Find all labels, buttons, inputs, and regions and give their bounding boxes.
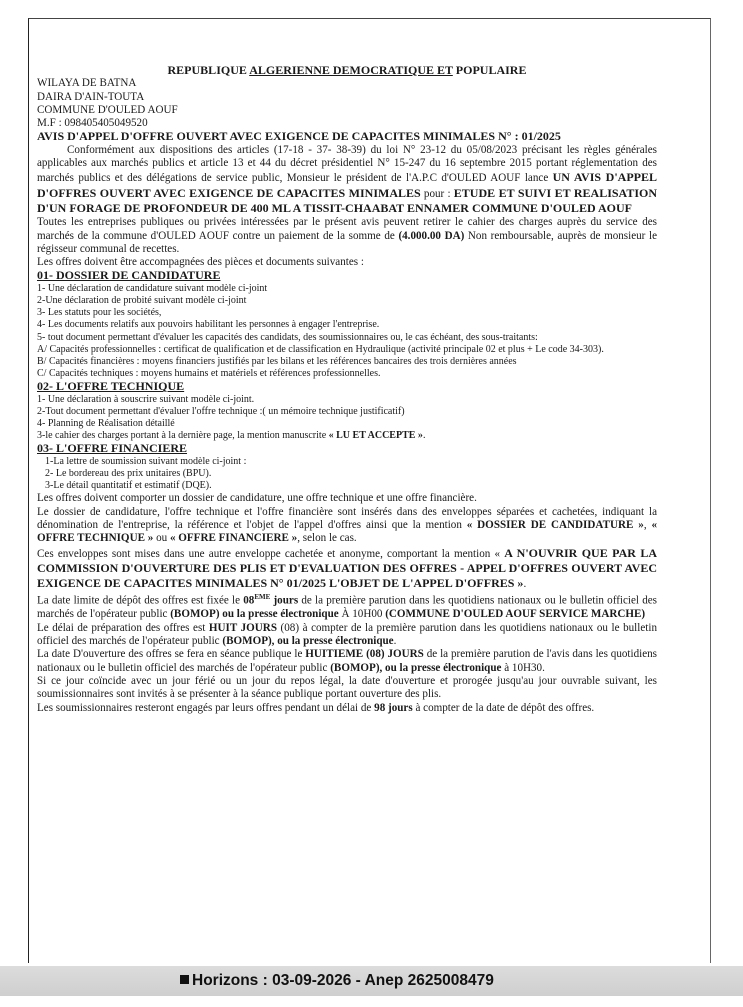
p4-text: La date limite de dépôt des offres est fixée le <box>37 595 244 608</box>
huit-jours: HUIT JOURS <box>208 621 277 634</box>
retrait-text2: Non remboursable, auprès de monsieur le régisseur communal de recettes. <box>37 229 657 255</box>
p6-text: La date D'ouverture des offres se fera en séance publique le <box>37 648 306 661</box>
p6-end: à 10H30. <box>501 661 545 674</box>
body-p7: Si ce jour coïncide avec un jour férié ou un jour du repos légal, la date d'ouverture et prorogée jusqu'au jour ouvrable suivant, les soumissionnaires sont invités à se présenter à la séance publique portant ouverture des plis. <box>37 674 657 701</box>
mention-lu-accepte: « LU ET ACCEPTE » <box>328 430 423 442</box>
list-item: B/ Capacités financières : moyens financiers justifiés par les bilans et les références bancaires des trois dernières années <box>37 355 517 367</box>
footer-text <box>180 972 494 990</box>
p5-end: . <box>393 635 397 648</box>
p3-text: Ces enveloppes sont mises dans une autre enveloppe cachetée et anonyme, comportant la mention « <box>37 547 505 560</box>
deadline-jours: jours <box>270 595 299 608</box>
p2-sep: , <box>643 518 652 531</box>
square-bullet-icon <box>180 975 189 984</box>
list-item-end: . <box>422 430 426 442</box>
intro-text: Conformément aux dispositions des articles (17-18 - 37- 38-39) du loi N° 23-12 du 05/08/2023 précisant les règles générales applicables aux marchés publics et article 13 et 44 du décret présidentiel N° 15-247 du 16 septembre 2015 portant réglementation des marchés publics et des délégations de service public, Monsieur le président de l'A.P.C d'OULED AOUF lance <box>37 143 657 185</box>
list-item: 2-Tout document permettant d'évaluer l'offre technique :( un mémoire technique justificatif) <box>37 405 405 417</box>
republic-pre: REPUBLIQUE <box>167 63 250 77</box>
body-p6 <box>37 648 657 675</box>
body-p1: Les offres doivent comporter un dossier de candidature, une offre technique et une offre financière. <box>37 492 477 505</box>
body-p5 <box>37 622 657 649</box>
p8-end: à compter de la date de dépôt des offres. <box>412 701 595 714</box>
p5-text: Le délai de préparation des offres est <box>37 621 209 634</box>
commune-line: COMMUNE D'OULED AOUF <box>37 103 178 116</box>
body-p4 <box>37 591 657 621</box>
list-item: 1- Une déclaration à souscrire suivant modèle ci-joint. <box>37 393 255 405</box>
list-item: C/ Capacités techniques : moyens humains et matériels et références professionnelles. <box>37 368 381 380</box>
p5-mid: (08) à compter de la première parution dans les quotidiens nationaux ou le bulletin officiel des marchés de l'opérateur public <box>37 621 657 648</box>
list-item: 4- Les documents relatifs aux pouvoirs habilitant les personnes à engager l'entreprise. <box>37 319 380 331</box>
list-item: 2-Une déclaration de probité suivant modèle ci-joint <box>37 294 247 306</box>
p2-end: , selon le cas. <box>297 532 357 545</box>
list-item: 5- tout document permettant d'évaluer les capacités des candidats, des soumissionnaires ou, le cas échéant, des sous-traitants: <box>37 331 538 343</box>
footer-label: Horizons : 03-09-2026 - Anep 2625008479 <box>192 972 494 989</box>
service-marche: (COMMUNE D'OULED AOUF SERVICE MARCHE) <box>385 608 646 621</box>
offres-intro: Les offres doivent être accompagnées des pièces et documents suivantes : <box>37 256 364 269</box>
avis-title: AVIS D'APPEL D'OFFRE OUVERT AVEC EXIGENCE DE CAPACITES MINIMALES N° : 01/2025 <box>37 129 561 144</box>
section-technique-list <box>37 394 657 443</box>
mention-technique: « OFFRE TECHNIQUE » <box>37 518 657 545</box>
republic-post: POPULAIRE <box>452 63 527 77</box>
validity-days: 98 jours <box>374 701 413 714</box>
list-item: 3-Le détail quantitatif et estimatif (DQE). <box>45 480 212 492</box>
section-financiere-list <box>45 456 657 493</box>
section-title-technique: 02- L'OFFRE TECHNIQUE <box>37 379 185 394</box>
body-p3 <box>37 546 657 592</box>
p4-time: À 10H00 <box>338 608 386 621</box>
p6-mid: de la première parution de l'avis dans les quotidiens nationaux ou le bulletin officiel des marchés de l'opérateur public <box>37 648 658 674</box>
huitieme-jours: HUITIEME (08) JOURS <box>305 648 424 661</box>
list-item: 3- Les statuts pour les sociétés, <box>37 307 162 319</box>
publication-footer <box>0 966 743 996</box>
p4-mid: de la première parution dans les quotidiens nationaux ou le bulletin officiel des marchés de l'opérateur public <box>37 595 657 621</box>
mention-commission: A N'OUVRIR QUE PAR LA COMMISSION D'OUVERTURE DES PLIS ET D'EVALUATION DES OFFRES - APPEL D'OFFRES OUVERT AVEC EXIGENCE DE CAPACITES MINIMALES N° 01/2025 L'OBJET DE L'APPEL D'OFFRES » <box>37 545 657 591</box>
republic-heading <box>37 64 657 77</box>
p2-sep: ou <box>153 532 170 545</box>
mf-line: M.F : 098405405049520 <box>37 117 148 130</box>
intro-pour: pour : <box>420 187 454 200</box>
mention-candidature: « DOSSIER DE CANDIDATURE » <box>466 518 644 531</box>
deadline-sup: EME <box>254 593 271 602</box>
intro-bold: UN AVIS D'APPEL D'OFFRES OUVERT AVEC EXIGENCE DE CAPACITES MINIMALES <box>37 170 657 200</box>
retrait-paragraph <box>37 216 657 256</box>
section-title-financiere: 03- L'OFFRE FINANCIERE <box>37 441 188 456</box>
intro-object: ETUDE ET SUIVI ET REALISATION D'UN FORAGE DE PROFONDEUR DE 400 ML A TISSIT-CHAABAT ENNAMER COMMUNE D'OULED AOUF <box>37 185 657 215</box>
list-item: 1-La lettre de soumission suivant modèle ci-joint : <box>45 455 247 467</box>
p8-text: Les soumissionnaires resteront engagés par leurs offres pendant un délai de <box>37 701 375 714</box>
list-item: 1- Une déclaration de candidature suivant modèle ci-joint <box>37 282 268 294</box>
section-candidature-list <box>37 283 657 381</box>
p2-text: Le dossier de candidature, l'offre technique et l'offre financière sont insérés dans des enveloppes séparées et cachetées, indiquant la dénomination de l'entreprise, la référence et l'objet de l'appel d'offres ainsi que la mention <box>37 505 657 531</box>
retrait-text: Toutes les entreprises publiques ou privées intéressées par le présent avis peuvent retirer le cahier des charges auprès du service des marchés de la commune d'OULED AOUF contre un paiement de la somme de <box>37 216 657 242</box>
tender-notice <box>37 64 657 715</box>
mention-financiere: « OFFRE FINANCIERE » <box>169 532 298 545</box>
deadline-day: 08 <box>243 595 255 608</box>
body-p8 <box>37 702 657 715</box>
list-item-text: 3-le cahier des charges portant à la dernière page, la mention manuscrite <box>37 430 329 442</box>
wilaya-line: WILAYA DE BATNA <box>37 77 137 90</box>
bomop-mention: (BOMOP), ou la presse électronique <box>330 661 502 674</box>
section-title-candidature: 01- DOSSIER DE CANDIDATURE <box>37 268 221 283</box>
body-p2 <box>37 506 657 546</box>
republic-underlined: ALGERIENNE DEMOCRATIQUE ET <box>249 63 453 77</box>
bomop-mention: (BOMOP) ou la presse électronique <box>170 608 339 621</box>
retrait-amount: (4.000.00 DA) <box>398 229 465 242</box>
list-item: A/ Capacités professionnelles : certificat de qualification et de classification en Hydraulique (activité principale 02 et plus + Le code 34-303). <box>37 343 604 355</box>
list-item: 4- Planning de Réalisation détaillé <box>37 418 175 430</box>
daira-line: DAIRA D'AIN-TOUTA <box>37 90 145 103</box>
bomop-mention: (BOMOP), ou la presse électronique <box>222 635 394 648</box>
intro-paragraph <box>37 144 657 216</box>
p3-end: . <box>523 578 527 591</box>
list-item: 2- Le bordereau des prix unitaires (BPU). <box>45 467 212 479</box>
